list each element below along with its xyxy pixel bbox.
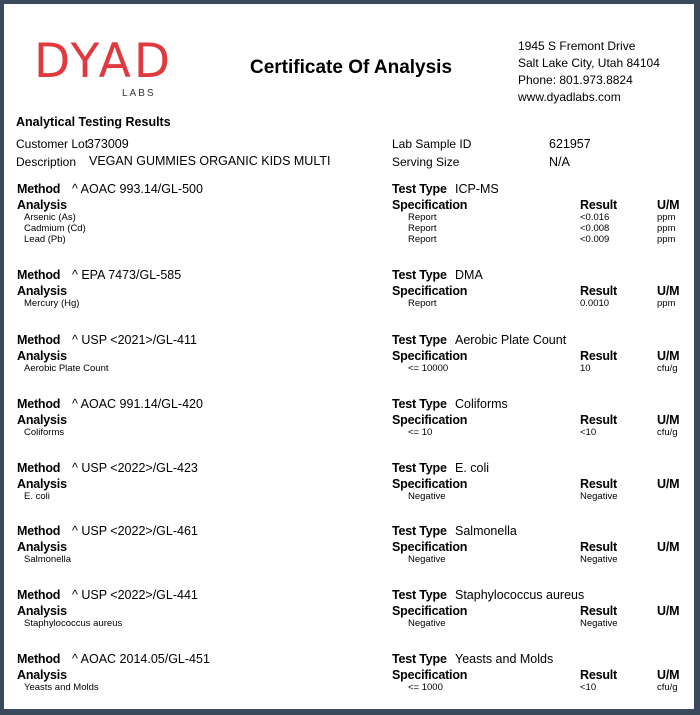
test-type-label: Test Type [392,588,447,602]
um-label: U/M [657,477,680,491]
analysis-value: Coliforms [24,427,65,438]
test-block [4,397,694,457]
method-label: Method [17,524,61,538]
specification-value: <= 1000 [408,682,443,693]
test-block [4,588,694,648]
um-value: cfu/g [657,682,678,693]
serving-size-value: N/A [549,155,570,169]
test-type-value: E. coli [455,461,490,475]
test-type-value: Salmonella [455,524,517,538]
test-type-value: ICP-MS [455,182,499,196]
specification-value: Negative [408,618,446,629]
um-label: U/M [657,284,680,298]
customer-lot-label: Customer Lot [16,137,89,151]
specification-label: Specification [392,604,468,618]
um-value: cfu/g [657,427,678,438]
result-label: Result [580,413,618,427]
specification-value: Negative [408,554,446,565]
um-value: ppm [657,298,676,309]
address-line: Phone: 801.973.8824 [518,73,633,87]
method-label: Method [17,397,61,411]
test-type-value: Yeasts and Molds [455,652,554,666]
result-label: Result [580,604,618,618]
address-line: Salt Lake City, Utah 84104 [518,56,660,70]
um-label: U/M [657,604,680,618]
analysis-label: Analysis [17,198,67,212]
um-label: U/M [657,198,680,212]
serving-size-label: Serving Size [392,155,460,169]
test-type-label: Test Type [392,333,447,347]
document-title: Certificate Of Analysis [250,57,453,78]
lab-sample-id-value: 621957 [549,137,591,151]
result-value: <0.016 [580,212,610,223]
test-block [4,268,694,328]
test-type-label: Test Type [392,397,447,411]
result-label: Result [580,668,618,682]
um-label: U/M [657,668,680,682]
method-value: ^ USP <2021>/GL-411 [72,333,197,347]
method-value: ^ AOAC 2014.05/GL-451 [72,652,210,666]
specification-value: <= 10000 [408,363,449,374]
description-label: Description [16,155,77,169]
analysis-label: Analysis [17,349,67,363]
um-value: ppm [657,234,676,245]
specification-label: Specification [392,668,468,682]
test-block [4,333,694,393]
analysis-value: Arsenic (As) [24,212,76,223]
method-label: Method [17,333,61,347]
um-value: ppm [657,223,676,234]
result-value: <0.009 [580,234,610,245]
analysis-label: Analysis [17,604,67,618]
specification-value: <= 10 [408,427,433,438]
result-label: Result [580,477,618,491]
method-label: Method [17,652,61,666]
analysis-label: Analysis [17,668,67,682]
result-value: <10 [580,682,597,693]
test-type-label: Test Type [392,524,447,538]
specification-value: Negative [408,491,446,502]
um-value: cfu/g [657,363,678,374]
analysis-label: Analysis [17,413,67,427]
test-type-value: Aerobic Plate Count [455,333,567,347]
analysis-value: Lead (Pb) [24,234,66,245]
result-value: <10 [580,427,597,438]
lab-sample-id-label: Lab Sample ID [392,137,472,151]
analysis-label: Analysis [17,284,67,298]
test-type-label: Test Type [392,652,447,666]
method-value: ^ USP <2022>/GL-461 [72,524,198,538]
test-type-value: Coliforms [455,397,508,411]
method-label: Method [17,268,61,282]
dyad-labs-logo [34,34,174,99]
specification-label: Specification [392,540,468,554]
analysis-value: Mercury (Hg) [24,298,80,309]
test-block [4,182,694,245]
um-label: U/M [657,413,680,427]
specification-label: Specification [392,284,468,298]
method-value: ^ AOAC 991.14/GL-420 [72,397,203,411]
lab-address [518,38,660,106]
method-value: ^ EPA 7473/GL-585 [72,268,182,282]
address-line: 1945 S Fremont Drive [518,39,636,53]
description-value: VEGAN GUMMIES ORGANIC KIDS MULTI [89,154,331,168]
method-label: Method [17,588,61,602]
analysis-value: Yeasts and Molds [24,682,99,693]
um-value: ppm [657,212,676,223]
specification-label: Specification [392,198,468,212]
result-label: Result [580,349,618,363]
analysis-label: Analysis [17,540,67,554]
test-type-value: DMA [455,268,483,282]
specification-label: Specification [392,477,468,491]
analysis-value: Cadmium (Cd) [24,223,86,234]
certificate-page [4,4,694,709]
customer-lot-value: 373009 [87,137,129,151]
specification-value: Report [408,298,437,309]
test-block [4,524,694,584]
specification-value: Report [408,234,437,245]
um-label: U/M [657,349,680,363]
method-value: ^ USP <2022>/GL-423 [72,461,198,475]
method-label: Method [17,461,61,475]
analysis-value: Salmonella [24,554,71,565]
test-block [4,652,694,709]
analysis-value: E. coli [24,491,50,502]
logo-text: DYAD [34,34,174,89]
section-title: Analytical Testing Results [16,115,171,129]
result-value: 10 [580,363,591,374]
specification-value: Report [408,212,437,223]
method-value: ^ AOAC 993.14/GL-500 [72,182,203,196]
um-label: U/M [657,540,680,554]
test-type-label: Test Type [392,268,447,282]
result-value: <0.008 [580,223,610,234]
result-label: Result [580,540,618,554]
specification-label: Specification [392,413,468,427]
specification-value: Report [408,223,437,234]
result-value: Negative [580,554,618,565]
analysis-value: Staphylococcus aureus [24,618,123,629]
result-value: Negative [580,618,618,629]
analysis-value: Aerobic Plate Count [24,363,109,374]
logo-subtext: LABS [122,88,156,99]
method-label: Method [17,182,61,196]
test-type-label: Test Type [392,182,447,196]
test-block [4,461,694,521]
analysis-label: Analysis [17,477,67,491]
result-label: Result [580,284,618,298]
specification-label: Specification [392,349,468,363]
test-type-label: Test Type [392,461,447,475]
method-value: ^ USP <2022>/GL-441 [72,588,198,602]
result-value: 0.0010 [580,298,610,309]
result-value: Negative [580,491,618,502]
website-link[interactable]: www.dyadlabs.com [518,90,621,104]
result-label: Result [580,198,618,212]
test-type-value: Staphylococcus aureus [455,588,585,602]
